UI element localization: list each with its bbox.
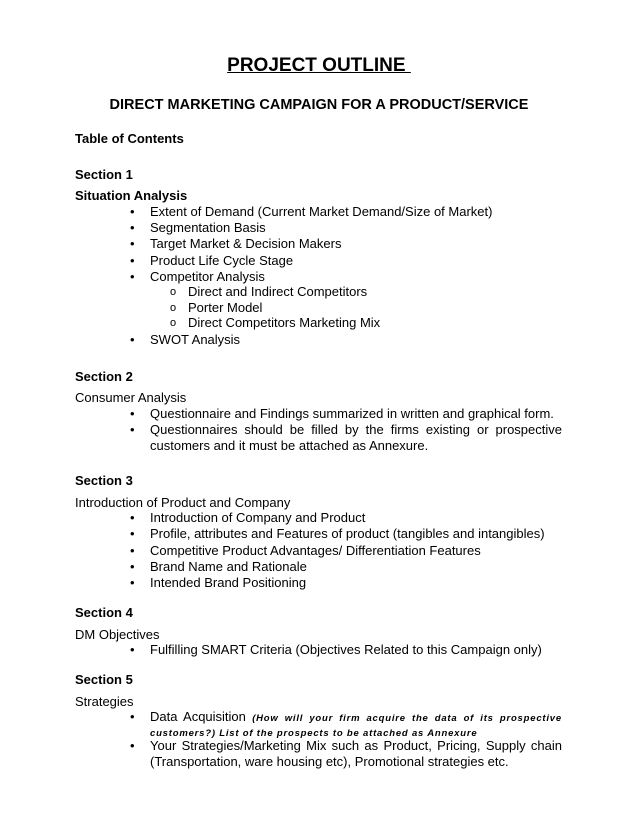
list-item-line: (Transportation, ware housing etc), Promotional strategies etc. <box>150 754 509 769</box>
section-4-heading: DM Objectives <box>75 627 160 642</box>
list-item <box>150 422 562 454</box>
section-3-heading: Introduction of Product and Company <box>75 495 291 510</box>
page-title: PROJECT OUTLINE <box>227 55 411 76</box>
bullet-icon: • <box>130 220 135 235</box>
list-item: Brand Name and Rationale <box>150 559 307 574</box>
bullet-icon: • <box>130 406 135 421</box>
list-item: Introduction of Company and Product <box>150 510 366 525</box>
list-item: Intended Brand Positioning <box>150 575 307 590</box>
data-acquisition-note-continued: customers?) List of the prospects to be attached as Annexure <box>150 728 478 739</box>
section-1-heading: Situation Analysis <box>75 188 188 203</box>
list-item: Fulfilling SMART Criteria (Objectives Related to this Campaign only) <box>150 642 542 657</box>
data-acquisition-label: Data Acquisition <box>150 709 246 724</box>
list-item: Competitive Product Advantages/ Differentiation Features <box>150 543 481 558</box>
section-5-label: Section 5 <box>75 672 133 687</box>
list-item-line: customers and it must be attached as Annexure. <box>150 438 429 453</box>
data-acquisition-note: (How will your firm acquire the data of its prospective <box>252 713 562 724</box>
bullet-icon: • <box>130 236 135 251</box>
bullet-icon: • <box>130 642 135 657</box>
table-of-contents-heading: Table of Contents <box>75 131 184 146</box>
section-5-heading: Strategies <box>75 694 134 709</box>
list-item: Target Market & Decision Makers <box>150 236 342 251</box>
section-1-label: Section 1 <box>75 167 133 182</box>
bullet-icon: • <box>130 204 135 219</box>
list-item: Profile, attributes and Features of product (tangibles and intangibles) <box>150 526 545 541</box>
bullet-icon: • <box>130 253 135 268</box>
list-item-line: Your Strategies/Marketing Mix such as Product, Pricing, Supply chain <box>150 738 562 753</box>
sub-bullet-icon: o <box>170 302 177 314</box>
bullet-icon: • <box>130 510 135 525</box>
sub-bullet-icon: o <box>170 317 177 329</box>
list-item-line: Questionnaires should be filled by the firms existing or prospective <box>150 422 562 437</box>
page-subtitle: DIRECT MARKETING CAMPAIGN FOR A PRODUCT/SERVICE <box>109 97 529 113</box>
sub-list-item: Direct and Indirect Competitors <box>188 284 368 299</box>
bullet-icon: • <box>130 709 135 724</box>
list-item: Extent of Demand (Current Market Demand/Size of Market) <box>150 204 493 219</box>
sub-list-item: Direct Competitors Marketing Mix <box>188 315 381 330</box>
section-4-label: Section 4 <box>75 605 133 620</box>
list-item: Segmentation Basis <box>150 220 266 235</box>
list-item: Product Life Cycle Stage <box>150 253 294 268</box>
bullet-icon: • <box>130 575 135 590</box>
bullet-icon: • <box>130 559 135 574</box>
sub-list-item: Porter Model <box>188 300 263 315</box>
section-2-label: Section 2 <box>75 369 133 384</box>
sub-bullet-icon: o <box>170 286 177 298</box>
list-item <box>150 738 562 770</box>
list-item: SWOT Analysis <box>150 332 241 347</box>
bullet-icon: • <box>130 738 135 753</box>
bullet-icon: • <box>130 422 135 437</box>
list-item <box>150 709 562 741</box>
list-item: Questionnaire and Findings summarized in written and graphical form. <box>150 406 554 421</box>
list-item: Competitor Analysis <box>150 269 265 284</box>
list-item-line <box>150 709 562 727</box>
bullet-icon: • <box>130 332 135 347</box>
section-2-heading: Consumer Analysis <box>75 390 187 405</box>
bullet-icon: • <box>130 543 135 558</box>
section-3-label: Section 3 <box>75 473 133 488</box>
bullet-icon: • <box>130 526 135 541</box>
bullet-icon: • <box>130 269 135 284</box>
